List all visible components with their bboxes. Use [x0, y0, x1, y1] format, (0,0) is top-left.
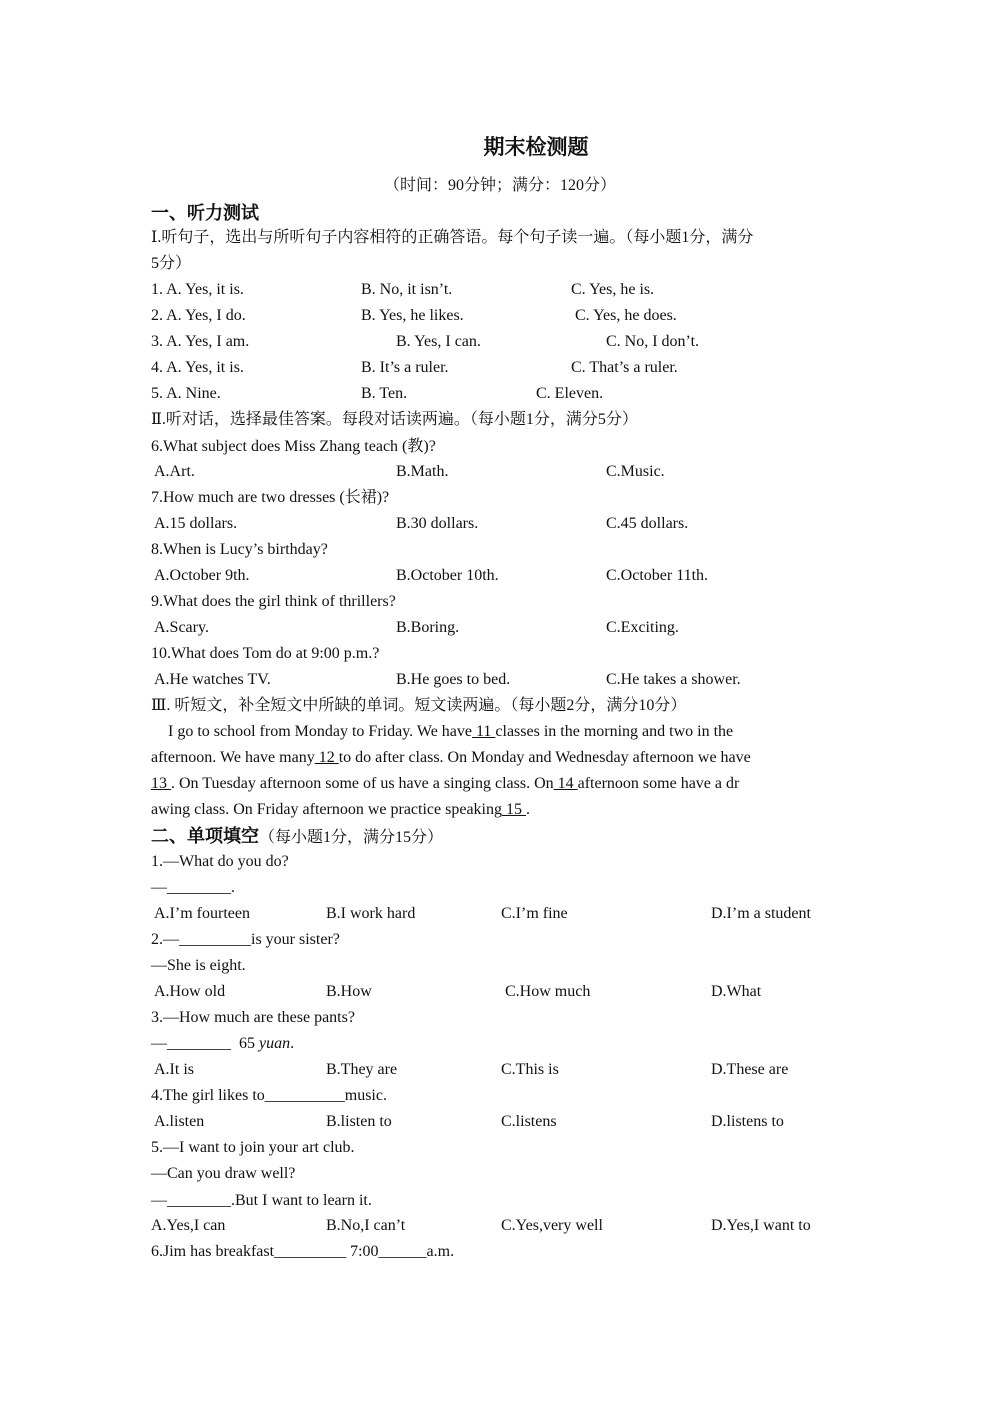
q2-option-b: B. Yes, he likes.: [361, 307, 464, 324]
passage-text: . On Tuesday afternoon some of us have a singing class. On: [171, 775, 554, 792]
q8-option-c: C.October 11th.: [606, 567, 709, 584]
q3-option-c: C. No, I don’t.: [606, 333, 700, 350]
s2-q1-option-c: C.I’m fine: [501, 905, 568, 922]
s2-q6-stem: 6.Jim has breakfast_________ 7:00______a.m.: [151, 1243, 455, 1260]
q8-option-a: A.October 9th.: [154, 567, 250, 584]
s2-q2-stem: 2.—_________is your sister?: [151, 931, 340, 948]
q2-option-a: 2. A. Yes, I do.: [151, 307, 246, 324]
q1-option-c: C. Yes, he is.: [571, 281, 655, 298]
s2-q2-option-c: C.How much: [505, 983, 591, 1000]
q1-option-a: 1. A. Yes, it is.: [151, 281, 244, 298]
s2-q4-option-b: B.listen to: [326, 1113, 392, 1130]
q7-option-c: C.45 dollars.: [606, 515, 689, 532]
passage-line-2: [151, 748, 751, 768]
passage-text: to do after class. On Monday and Wednesday afternoon we have: [338, 749, 751, 766]
q9-stem: 9.What does the girl think of thrillers?: [151, 593, 396, 610]
s2-q3-option-a: A.It is: [154, 1061, 194, 1078]
part-2-instruction: Ⅱ.听对话，选择最佳答案。每段对话读两遍。（每小题1分，满分5分）: [151, 411, 638, 428]
passage-line-3: [151, 774, 739, 794]
part-3-instruction: Ⅲ. 听短文，补全短文中所缺的单词。短文读两遍。（每小题2分，满分10分）: [151, 697, 687, 714]
s2-q2-answer-line: —She is eight.: [151, 957, 246, 974]
s2-q2-option-b: B.How: [326, 983, 372, 1000]
s2-q3-answer-line: [151, 1034, 294, 1054]
q10-option-b: B.He goes to bed.: [396, 671, 511, 688]
passage-text: afternoon. We have many: [151, 749, 315, 766]
q6-option-c: C.Music.: [606, 463, 665, 480]
s2-q2-option-d: D.What: [711, 983, 762, 1000]
q4-option-a: 4. A. Yes, it is.: [151, 359, 244, 376]
q5-option-b: B. Ten.: [361, 385, 408, 402]
q6-stem: 6.What subject does Miss Zhang teach (教)?: [151, 438, 436, 455]
section-2-title: 二、单项填空: [151, 826, 259, 846]
passage-text: I go to school from Monday to Friday. We have: [168, 723, 472, 740]
s2-q1-stem: 1.—What do you do?: [151, 853, 289, 870]
s2-q5-stem: 5.—I want to join your art club.: [151, 1139, 355, 1156]
page-title: 期末检测题: [483, 135, 589, 159]
q5-option-c: C. Eleven.: [536, 385, 604, 402]
s2-q5-option-c: C.Yes,very well: [501, 1217, 603, 1234]
section-1-heading: 一、听力测试: [151, 203, 259, 223]
answer-suffix: .: [290, 1035, 295, 1052]
s2-q4-option-d: D.listens to: [711, 1113, 784, 1130]
q9-option-c: C.Exciting.: [606, 619, 679, 636]
q7-option-b: B.30 dollars.: [396, 515, 479, 532]
q9-option-a: A.Scary.: [154, 619, 209, 636]
s2-q1-answer-line: —________.: [151, 879, 235, 896]
blank-12: 12: [314, 749, 339, 766]
s2-q5-option-a: A.Yes,I can: [151, 1217, 226, 1234]
part-1-instruction: Ⅰ.听句子，选出与所听句子内容相符的正确答语。每个句子读一遍。（每小题1分，满分: [151, 229, 754, 246]
q4-option-b: B. It’s a ruler.: [361, 359, 449, 376]
blank-14: 14: [553, 775, 578, 792]
s2-q5-option-d: D.Yes,I want to: [711, 1217, 811, 1234]
s2-q4-stem: 4.The girl likes to__________music.: [151, 1087, 387, 1104]
s2-q3-option-d: D.These are: [711, 1061, 789, 1078]
s2-q1-option-d: D.I’m a student: [711, 905, 811, 922]
q6-option-a: A.Art.: [154, 463, 195, 480]
q7-stem: 7.How much are two dresses (长裙)?: [151, 489, 390, 506]
blank-15: 15: [502, 801, 526, 818]
q10-option-c: C.He takes a shower.: [606, 671, 741, 688]
s2-q3-option-b: B.They are: [326, 1061, 398, 1078]
q8-option-b: B.October 10th.: [396, 567, 499, 584]
passage-line-1: [168, 722, 733, 742]
section-2-note: （每小题1分，满分15分）: [259, 829, 444, 846]
s2-q1-option-b: B.I work hard: [326, 905, 416, 922]
s2-q4-option-c: C.listens: [501, 1113, 557, 1130]
passage-line-4: [151, 800, 530, 820]
passage-text: classes in the morning and two in the: [495, 723, 734, 740]
blank-11: 11: [472, 723, 496, 740]
section-2-heading: [151, 826, 443, 848]
q1-option-b: B. No, it isn’t.: [361, 281, 453, 298]
q3-option-a: 3. A. Yes, I am.: [151, 333, 250, 350]
q5-option-a: 5. A. Nine.: [151, 385, 221, 402]
q4-option-c: C. That’s a ruler.: [571, 359, 678, 376]
s2-q5-option-b: B.No,I can’t: [326, 1217, 406, 1234]
passage-text: afternoon some have a dr: [577, 775, 740, 792]
s2-q5-dialogue-line: —Can you draw well?: [151, 1165, 296, 1182]
q6-option-b: B.Math.: [396, 463, 449, 480]
q10-stem: 10.What does Tom do at 9:00 p.m.?: [151, 645, 380, 662]
s2-q3-option-c: C.This is: [501, 1061, 559, 1078]
passage-text: .: [526, 801, 530, 818]
q7-option-a: A.15 dollars.: [154, 515, 238, 532]
q8-stem: 8.When is Lucy’s birthday?: [151, 541, 328, 558]
s2-q2-option-a: A.How old: [154, 983, 226, 1000]
passage-text: awing class. On Friday afternoon we practice speaking: [151, 801, 502, 818]
q10-option-a: A.He watches TV.: [154, 671, 271, 688]
exam-info: （时间：90分钟；满分：120分）: [383, 177, 616, 194]
q3-option-b: B. Yes, I can.: [396, 333, 481, 350]
answer-unit: yuan: [259, 1035, 291, 1052]
q9-option-b: B.Boring.: [396, 619, 460, 636]
s2-q4-option-a: A.listen: [154, 1113, 205, 1130]
s2-q5-answer-line: —________.But I want to learn it.: [151, 1192, 372, 1209]
answer-prefix: —________ 65: [151, 1035, 259, 1052]
s2-q1-option-a: A.I’m fourteen: [154, 905, 250, 922]
part-1-instruction-cont: 5分）: [151, 255, 192, 272]
blank-13: 13: [151, 775, 171, 792]
s2-q3-stem: 3.—How much are these pants?: [151, 1009, 355, 1026]
q2-option-c: C. Yes, he does.: [575, 307, 677, 324]
